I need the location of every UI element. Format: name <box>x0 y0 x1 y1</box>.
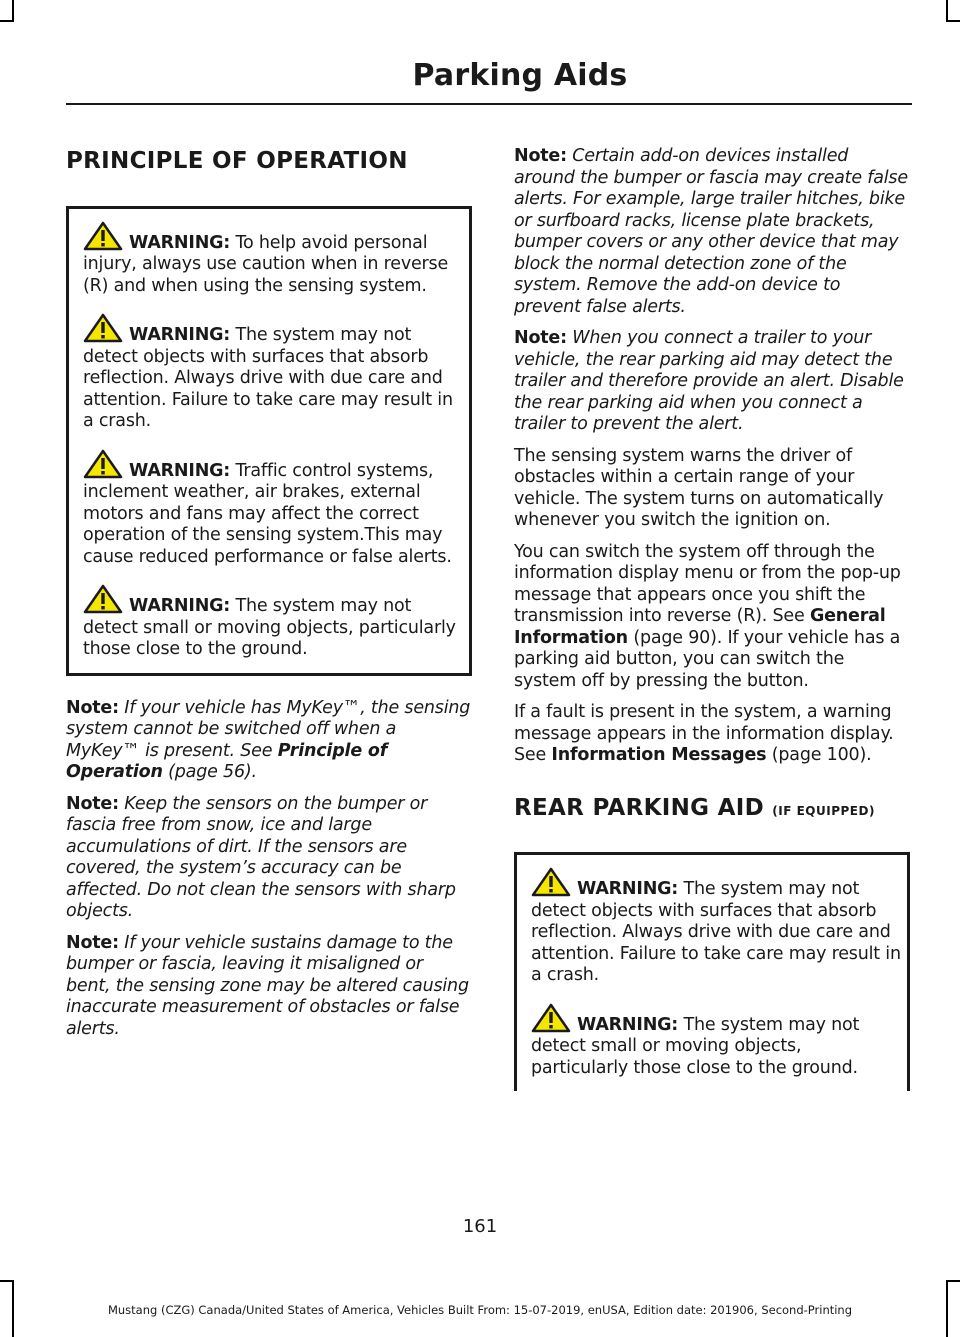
crop-mark <box>0 1280 14 1282</box>
warning-triangle-icon <box>83 313 123 343</box>
warning-text: The system may not detect objects with surfaces that absorb reflection. Always drive with due care and attention. Failure to take care may result in a crash. <box>83 325 453 432</box>
right-column <box>514 146 910 1091</box>
note-label: Note: <box>66 697 119 718</box>
page-reference: (page 90). <box>633 627 723 648</box>
section-heading-text: REAR PARKING AID <box>514 794 764 821</box>
warning-box-principle <box>66 206 472 676</box>
section-heading-rear-parking-aid <box>514 795 910 823</box>
note-trailer <box>514 328 910 436</box>
paragraph-text: You can switch the system off through the information display menu or from the pop-up message that appears once you shift the transmission into reverse (R). See <box>514 541 901 626</box>
note-addon-devices <box>514 146 910 318</box>
warning-item <box>531 867 901 987</box>
warning-label: WARNING: <box>129 325 231 346</box>
crop-mark <box>0 20 14 22</box>
warning-triangle-icon <box>83 449 123 479</box>
warning-triangle-icon <box>531 867 571 897</box>
note-text: When you connect a trailer to your vehicle, the rear parking aid may detect the trailer and therefore provide an alert. Disable the rear parking aid when you connect a trailer to prevent the alert. <box>514 328 904 434</box>
warning-text: To help avoid personal injury, always use caution when in reverse (R) and when using the sensing system. <box>83 232 449 296</box>
crop-mark <box>946 20 960 22</box>
warning-item <box>83 313 463 433</box>
section-heading-qualifier: (IF EQUIPPED) <box>772 803 875 818</box>
note-label: Note: <box>66 793 119 814</box>
crop-mark <box>12 0 14 22</box>
paragraph-sensing-system: The sensing system warns the driver of obstacles within a certain range of your vehicle. The system turns on automatically whenever you switch the ignition on. <box>514 445 884 530</box>
crop-mark <box>946 0 948 22</box>
page-footer: Mustang (CZG) Canada/United States of America, Vehicles Built From: 15-07-2019, enUSA, Edition date: 201906, Second-Printing <box>107 1303 853 1317</box>
note-label: Note: <box>514 146 567 166</box>
warning-box-rear-parking <box>514 852 910 1091</box>
note-damage <box>66 933 472 1041</box>
page-number: 161 <box>462 1216 498 1237</box>
note-mykey <box>66 698 472 784</box>
warning-label: WARNING: <box>577 1014 679 1035</box>
warning-text: The system may not detect objects with surfaces that absorb reflection. Always drive with due care and attention. Failure to take care may result in a crash. <box>531 879 901 986</box>
warning-label: WARNING: <box>129 232 231 253</box>
warning-item <box>83 221 463 298</box>
note-text: If your vehicle has MyKey™, the sensing system cannot be switched off when a MyKey™ is present. See <box>66 697 471 761</box>
page-reference: (page 56). <box>168 762 257 783</box>
warning-text: The system may not detect small or moving objects, particularly those close to the ground. <box>531 1014 860 1078</box>
note-label: Note: <box>514 328 567 348</box>
warning-item <box>83 449 463 569</box>
warning-triangle-icon <box>83 584 123 614</box>
warning-label: WARNING: <box>577 879 679 900</box>
note-text: Keep the sensors on the bumper or fascia free from snow, ice and large accumulations of dirt. If the sensors are covered, the system’s accuracy can be affected. Do not clean the sensors with sharp objects. <box>66 793 456 922</box>
cross-reference-link[interactable]: Information Messages <box>551 745 767 765</box>
paragraph-text: If your vehicle has a parking aid button, you can switch the system off by pressing the button. <box>514 627 901 691</box>
warning-label: WARNING: <box>129 460 231 481</box>
note-text: If your vehicle sustains damage to the bumper or fascia, leaving it misaligned or bent, the sensing zone may be altered causing inaccurate measurement of obstacles or false alerts. <box>66 932 469 1039</box>
warning-triangle-icon <box>83 221 123 251</box>
warning-label: WARNING: <box>129 596 231 617</box>
page-reference: (page 100). <box>771 745 872 765</box>
warning-item <box>83 584 463 661</box>
warning-text: The system may not detect small or moving objects, particularly those close to the ground. <box>83 596 456 660</box>
warning-item <box>531 1003 901 1080</box>
crop-mark <box>946 1280 960 1282</box>
warning-text: Traffic control systems, inclement weather, air brakes, external motors and fans may affect the correct operation of the sensing system.This may cause reduced performance or false alerts. <box>83 460 452 567</box>
section-heading-principle: PRINCIPLE OF OPERATION <box>66 148 408 174</box>
note-sensors <box>66 794 472 923</box>
note-label: Note: <box>66 932 119 953</box>
note-text: Certain add-on devices installed around the bumper or fascia may create false alerts. For example, large trailer hitches, bike or surfboard racks, license plate brackets, bumper covers or any other device that may block the normal detection zone of the system. Remove the add-on device to prevent false alerts. <box>514 146 908 317</box>
paragraph-fault <box>514 702 910 767</box>
warning-triangle-icon <box>531 1003 571 1033</box>
header-rule <box>66 103 912 105</box>
paragraph-text: If a fault is present in the system, a warning message appears in the information display. See <box>514 702 894 765</box>
cross-reference-link[interactable]: General Information <box>514 606 886 648</box>
page-header-title: Parking Aids <box>412 58 628 93</box>
cross-reference-link[interactable]: Principle of Operation <box>66 740 388 783</box>
left-column <box>66 140 472 1050</box>
paragraph-switch-off <box>514 542 910 693</box>
